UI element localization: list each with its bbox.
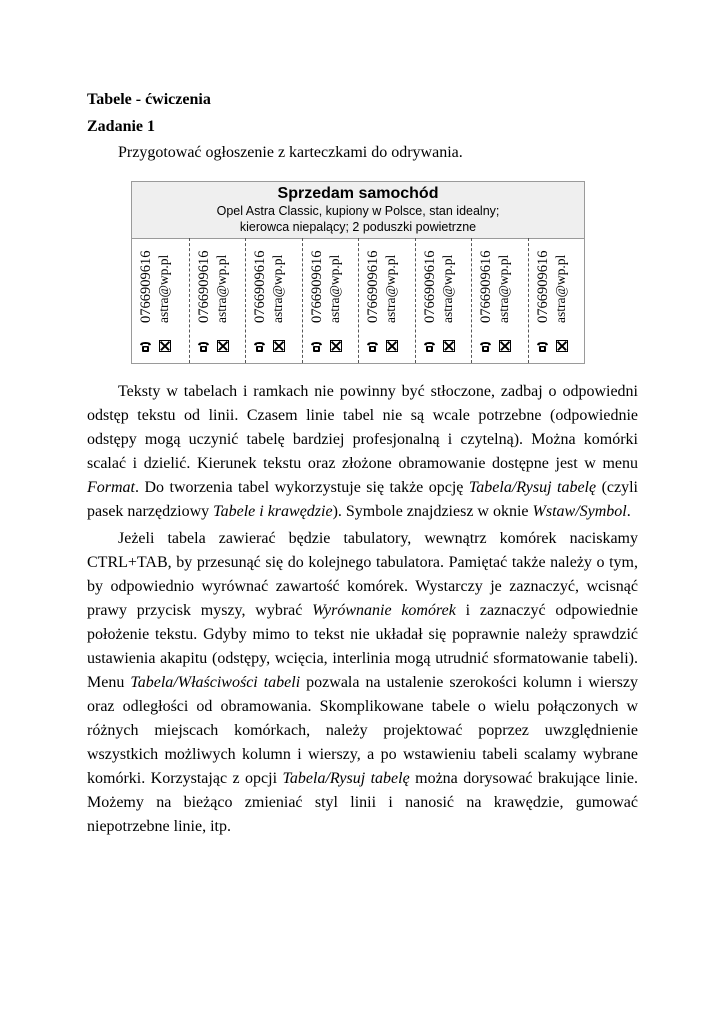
- envelope-icon: [273, 340, 285, 352]
- tear-off-tab: [528, 238, 586, 363]
- telephone-icon: [536, 341, 549, 353]
- tab-email: astra@wp.pl: [213, 254, 229, 323]
- tab-email: astra@wp.pl: [496, 254, 511, 323]
- tab-email: astra@wp.pl: [439, 254, 455, 323]
- ad-figure: [131, 181, 585, 364]
- tab-icons: [139, 340, 183, 354]
- tab-phone: 0766909616: [365, 250, 381, 323]
- telephone-icon: [423, 341, 436, 353]
- italic-run: Tabela/Rysuj tabelę: [282, 770, 410, 787]
- tab-icons: [423, 340, 467, 354]
- tab-phone: 0766909616: [195, 250, 212, 323]
- text-run: (czyli pasek narzędziowy: [87, 479, 638, 520]
- envelope-icon: [499, 340, 511, 352]
- paragraph-1: [87, 380, 638, 524]
- tab-icons: [197, 340, 241, 354]
- italic-run: Tabela/Rysuj tabelę: [468, 479, 597, 496]
- exercise-heading: Zadanie 1: [87, 118, 156, 135]
- telephone-icon: [253, 341, 266, 353]
- italic-run: Format: [87, 479, 135, 496]
- envelope-icon: [386, 340, 398, 352]
- text-run: i zaznaczyć odpowiednie położenie tekstu. Gdyby mimo to tekst nie układał się poprawnie należy sprawdzić ustawienia akapitu (odstępy, wcięcia, interlinia mogą utrudnić sformatowanie tabeli). Menu: [87, 602, 638, 691]
- ad-title: Sprzedam samochód: [277, 185, 439, 202]
- tab-email: astra@wp.pl: [270, 254, 285, 323]
- page-title: Tabele - ćwiczenia: [87, 91, 211, 108]
- tab-icons: [253, 340, 297, 354]
- italic-run: Wstaw/Symbol: [532, 503, 627, 520]
- text-run: Jeżeli tabela zawierać będzie tabulatory, wewnątrz komórek naciskamy CTRL+TAB, by przesunąć się do kolejnego tabulatora. Pamiętać także należy o tym, by odpowiednio wyrównać zawartość komórek. Wystarczy je zaznaczyć, wcisnąć prawy przycisk myszy, wybrać: [87, 530, 638, 619]
- envelope-icon: [556, 340, 568, 352]
- tear-off-tab: [302, 238, 360, 363]
- tab-email: astra@wp.pl: [156, 254, 171, 323]
- tab-email: astra@wp.pl: [326, 254, 342, 323]
- tab-icons: [536, 340, 580, 354]
- text-run: Teksty w tabelach i ramkach nie powinny być stłoczone, zadbaj o odpowiedni odstęp tekstu od linii. Czasem linie tabel nie są wcale potrzebne (odpowiednie odstępy mogą uczynić tabelę bardziej profesjonalną i czytelną). Można komórki scalać i dzielić. Kierunek tekstu oraz złożone obramowanie dostępne jest w menu: [87, 383, 638, 472]
- tear-off-tab: [358, 238, 416, 363]
- tab-phone: 0766909616: [478, 250, 494, 323]
- telephone-icon: [479, 341, 492, 353]
- tear-off-tab: [245, 238, 303, 363]
- italic-run: Tabela/Właściwości tabeli: [130, 674, 301, 691]
- task-text: Przygotować ogłoszenie z karteczkami do odrywania.: [118, 144, 463, 161]
- text-run: pozwala na ustalenie szerokości kolumn i wierszy oraz odległości od obramowania. Skomplikowane tabele o wielu połączonych w różnych miejscach komórkach, należy projektować poprzez uwzględnienie wszystkich możliwych kolumn i wierszy, a po wstawieniu tabeli scalamy wybrane komórki. Korzystając z opcji: [87, 674, 638, 787]
- tab-icons: [310, 340, 354, 354]
- tab-phone: 0766909616: [534, 250, 551, 323]
- text-run: .: [626, 503, 631, 520]
- tab-icons: [366, 340, 410, 354]
- text-run: ). Symbole znajdziesz w oknie: [332, 503, 533, 520]
- tear-off-tab: [471, 238, 529, 363]
- tear-off-tab: [415, 238, 473, 363]
- envelope-icon: [443, 340, 455, 352]
- paragraph-2: [87, 527, 638, 839]
- tear-off-tab: [132, 238, 189, 363]
- telephone-icon: [310, 341, 323, 353]
- tear-off-tabs: [132, 238, 584, 363]
- tab-phone: 0766909616: [308, 250, 325, 323]
- ad-description: Opel Astra Classic, kupiony w Polsce, stan idealny; kierowca niepalący; 2 poduszki powietrzne: [216, 204, 500, 234]
- body-text: [87, 380, 638, 842]
- envelope-icon: [159, 340, 171, 352]
- tab-phone: 0766909616: [252, 250, 268, 323]
- italic-run: Tabele i krawędzie: [213, 503, 333, 520]
- tab-email: astra@wp.pl: [383, 254, 398, 323]
- tab-email: astra@wp.pl: [552, 254, 568, 323]
- telephone-icon: [197, 341, 210, 353]
- ad-header: [132, 182, 584, 239]
- telephone-icon: [139, 341, 152, 353]
- tab-icons: [479, 340, 523, 354]
- italic-run: Wyrównanie komórek: [312, 602, 456, 619]
- tear-off-tab: [189, 238, 247, 363]
- text-run: . Do tworzenia tabel wykorzystuje się także opcję: [135, 479, 469, 496]
- tab-phone: 0766909616: [138, 250, 154, 323]
- telephone-icon: [366, 341, 379, 353]
- envelope-icon: [330, 340, 342, 352]
- tab-phone: 0766909616: [421, 250, 438, 323]
- text-run: można dorysować brakujące linie. Możemy na bieżąco zmieniać styl linii i nanosić na krawędzie, gumować niepotrzebne linie, itp.: [87, 770, 639, 835]
- envelope-icon: [217, 340, 229, 352]
